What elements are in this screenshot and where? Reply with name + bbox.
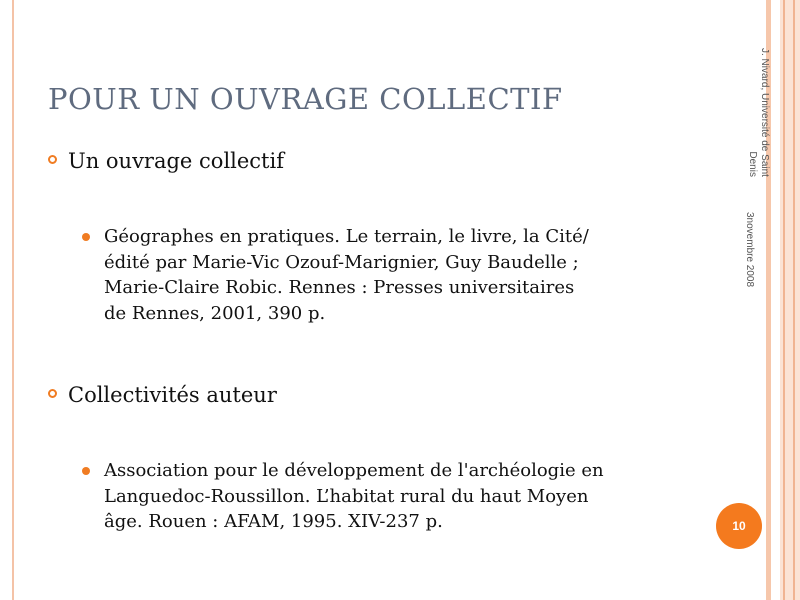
slide-title: POUR UN OUVRAGE COLLECTIF (48, 82, 563, 116)
orange-ring-icon (48, 389, 57, 398)
orange-dot-icon (82, 467, 90, 475)
side-author-line: J. Nivard, Université de Saint (759, 48, 770, 177)
list-item-text (104, 458, 692, 535)
left-border-line (12, 0, 14, 600)
list-item-line: Languedoc-Roussillon. L’habitat rural du haut Moyen (104, 485, 589, 507)
right-decorative-gap (771, 0, 780, 600)
page-number-badge: 10 (716, 503, 762, 549)
list-item-line: Association pour le développement de l'archéologie en (104, 460, 604, 481)
side-author-label (746, 48, 770, 177)
right-decorative-line (783, 0, 785, 600)
list-item (82, 224, 692, 326)
list-item-line: âge. Rouen : AFAM, 1995. XIV-237 p. (104, 511, 443, 532)
orange-dot-icon (82, 233, 90, 241)
list-item-text (104, 224, 692, 326)
side-date-label: 3novembre 2008 (744, 212, 755, 288)
list-item-line: de Rennes, 2001, 390 p. (104, 302, 326, 324)
section-heading-label: Collectivités auteur (68, 383, 277, 407)
section-heading-ouvrage-collectif (48, 149, 284, 173)
list-item (82, 458, 692, 535)
list-item-line: Marie-Claire Robic. Rennes : Presses universitaires (104, 277, 575, 298)
list-item-line: édité par Marie-Vic Ozouf-Marignier, Guy Baudelle ; (104, 251, 579, 273)
section-heading-collectivites-auteur (48, 383, 277, 407)
list-item-line: Géographes en pratiques. Le terrain, le livre, la Cité/ (104, 226, 589, 247)
orange-ring-icon (48, 155, 57, 164)
side-author-line: Denis (747, 151, 758, 177)
right-decorative-line (793, 0, 795, 600)
section-heading-label: Un ouvrage collectif (68, 149, 284, 173)
